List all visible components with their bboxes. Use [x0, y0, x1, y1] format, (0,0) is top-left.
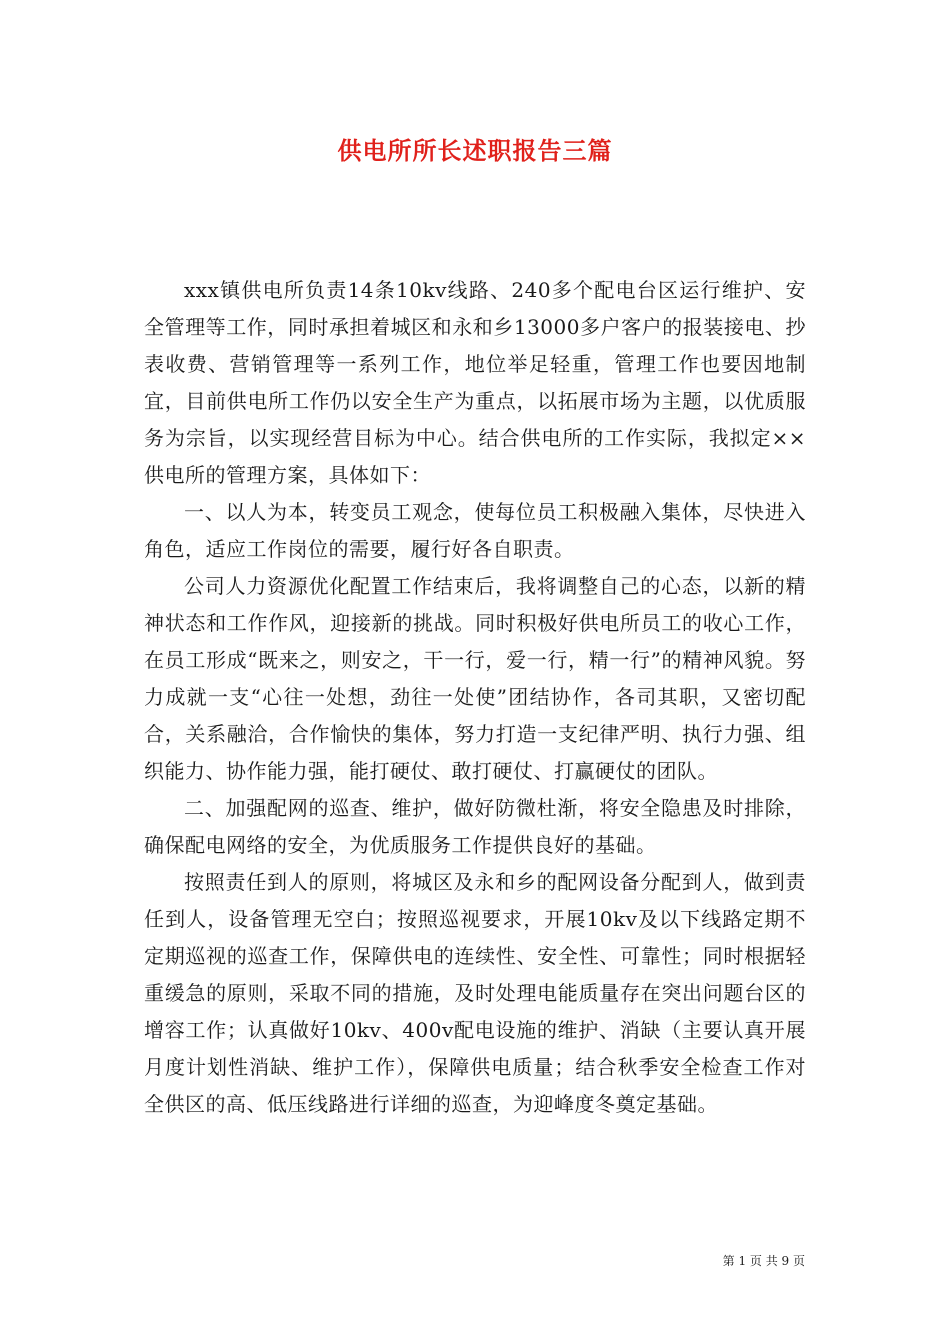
paragraph: xxx镇供电所负责14条10kv线路、240多个配电台区运行维护、安全管理等工作，同时承担着城区和永和乡13000多户客户的报装接电、抄表收费、营销管理等一系列工作，地位举足轻重，管理工作也要因地制宜，目前供电所工作仍以安全生产为重点，以拓展市场为主题，以优质服务为宗旨，以实现经营目标为中心。结合供电所的工作实际，我拟定××供电所的管理方案，具体如下： — [144, 278, 806, 487]
paragraph: 一、以人为本，转变员工观念，使每位员工积极融入集体，尽快进入角色，适应工作岗位的需要，履行好各自职责。 — [144, 500, 806, 561]
paragraph: 二、加强配网的巡查、维护，做好防微杜渐，将安全隐患及时排除，确保配电网络的安全，为优质服务工作提供良好的基础。 — [144, 796, 806, 857]
document-title: 供电所所长述职报告三篇 — [337, 136, 613, 165]
document-body — [144, 272, 806, 1123]
paragraph: 公司人力资源优化配置工作结束后，我将调整自己的心态，以新的精神状态和工作作风，迎接新的挑战。同时积极好供电所员工的收心工作，在员工形成“既来之，则安之，干一行，爱一行，精一行”的精神风貌。努力成就一支“心往一处想，劲往一处使”团结协作，各司其职，又密切配合，关系融洽，合作愉快的集体，努力打造一支纪律严明、执行力强、组织能力、协作能力强，能打硬仗、敢打硬仗、打赢硬仗的团队。 — [144, 574, 806, 783]
page-number-footer: 第 1 页 共 9 页 — [722, 1254, 805, 1268]
paragraph: 按照责任到人的原则，将城区及永和乡的配网设备分配到人，做到责任到人，设备管理无空白；按照巡视要求，开展10kv及以下线路定期不定期巡视的巡查工作，保障供电的连续性、安全性、可靠性；同时根据轻重缓急的原则，采取不同的措施，及时处理电能质量存在突出问题台区的增容工作；认真做好10kv、400v配电设施的维护、消缺（主要认真开展月度计划性消缺、维护工作），保障供电质量；结合秋季安全检查工作对全供区的高、低压线路进行详细的巡查，为迎峰度冬奠定基础。 — [144, 870, 806, 1116]
